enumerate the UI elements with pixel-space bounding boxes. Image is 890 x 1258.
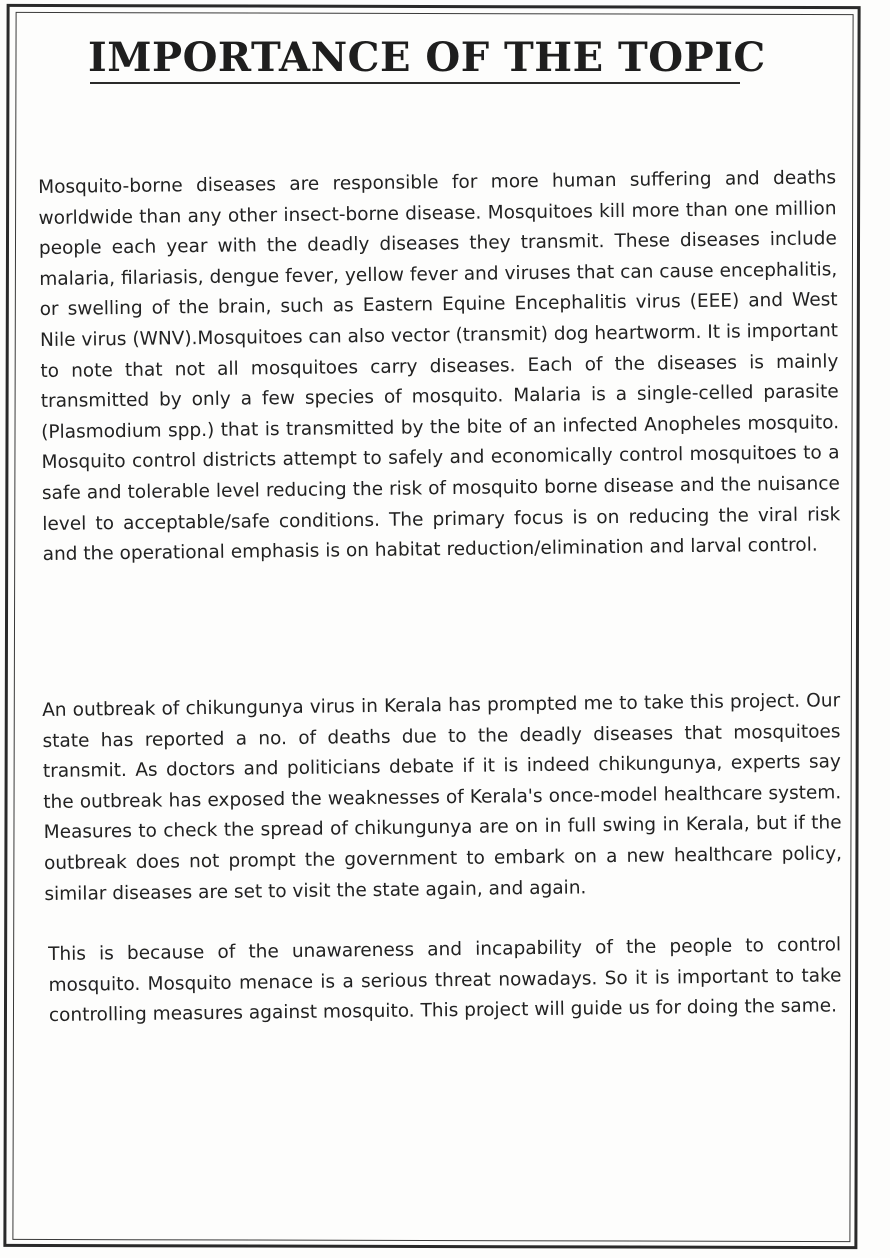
page-title: IMPORTANCE OF THE TOPIC — [88, 34, 766, 81]
paragraph-chikungunya-outbreak: An outbreak of chikungunya virus in Kerala has prompted me to take this project. Our state has reported a no. of deaths due to the deadly diseases that mosquitoes transmit. As doctors and politicians debate if it is indeed chikungunya, experts say the outbreak has exposed the weaknesses of Kerala's once-model healthcare system. Measures to check the spread of chikungunya are on in full swing in Kerala, but if the outbreak does not prompt the government to embark on a new healthcare policy, similar diseases are set to visit the state again, and again. — [42, 690, 843, 905]
paragraph-project-purpose: This is because of the unawareness and incapability of the people to control mosquito. Mosquito menace is a serious threat nowadays. So it is important to take controlling measures against mosquito. This project will guide us for doing the same. — [48, 934, 842, 1027]
paragraph-mosquito-borne-diseases: Mosquito-borne diseases are responsible for more human suffering and deaths worldwide than any other insect-borne disease. Mosquitoes kill more than one million people each year with the deadly diseases they transmit. These diseases include malaria, filariasis, dengue fever, yellow fever and viruses that can cause encephalitis, or swelling of the brain, such as Eastern Equine Encephalitis virus (EEE) and West Nile virus (WNV).Mosquitoes can also vector (transmit) dog heartworm. It is important to note that not all mosquitoes carry diseases. Each of the diseases is mainly transmitted by only a few species of mosquito. Malaria is a single-celled parasite (Plasmodium spp.) that is transmitted by the bite of an infected Anopheles mosquito. Mosquito control districts attempt to safely and economically control mosquitoes to a safe and tolerable level reducing the risk of mosquito borne disease and the nuisance level to acceptable/safe conditions. The primary focus is on reducing the viral risk and the operational emphasis is on habitat reduction/elimination and larval control. — [38, 167, 841, 566]
title-underline — [90, 82, 740, 84]
